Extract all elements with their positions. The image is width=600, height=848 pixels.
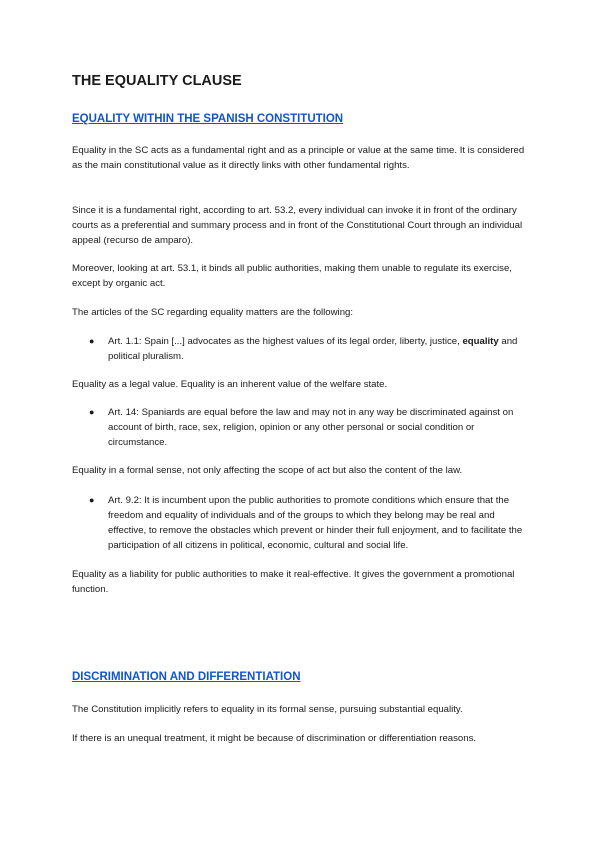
bullet-icon: ● <box>89 495 95 505</box>
paragraph-art-53-2: Since it is a fundamental right, according to art. 53.2, every individual can invoke it in front of the ordinary courts as a preferential and summary process and in front of the Constitutional Court through an individual appeal (recurso de amparo). <box>72 205 523 246</box>
paragraph-intro: Equality in the SC acts as a fundamental right and as a principle or value at the same time. It is considered as the main constitutional value as it directly links with other fundamental rights. <box>72 145 525 171</box>
bullet-icon: ● <box>89 407 95 417</box>
list-item-art-9-2 <box>89 493 530 553</box>
list-item-text: Art. 9.2: It is incumbent upon the public authorities to promote conditions which ensure that the freedom and equality of individuals and of the groups to which they belong may be real and effective, to remove the obstacles which prevent or hinder their full enjoyment, and to facilitate the participation of all citizens in political, economic, cultural and social life. <box>108 495 523 551</box>
paragraph-art-53-1: Moreover, looking at art. 53.1, it binds all public authorities, making them unable to regulate its exercise, except by organic act. <box>72 263 512 289</box>
paragraph-articles-intro: The articles of the SC regarding equality matters are the following: <box>72 307 354 318</box>
bold-term: equality <box>462 336 499 347</box>
bullet-icon: ● <box>89 336 95 346</box>
list-item-text: and political pluralism. <box>108 336 518 362</box>
section-heading-discrimination[interactable]: DISCRIMINATION AND DIFFERENTIATION <box>72 671 301 683</box>
paragraph-liability: Equality as a liability for public authorities to make it real-effective. It gives the government a promotional function. <box>72 569 515 595</box>
paragraph-formal-sense: Equality in a formal sense, not only affecting the scope of act but also the content of the law. <box>72 465 463 476</box>
list-item-art-14 <box>89 405 530 450</box>
paragraph-unequal-treatment: If there is an unequal treatment, it might be because of discrimination or differentiation reasons. <box>72 733 477 744</box>
list-item-text: Art. 14: Spaniards are equal before the law and may not in any way be discriminated against on account of birth, race, sex, religion, opinion or any other personal or social condition or circumstance. <box>108 407 514 448</box>
page-title: THE EQUALITY CLAUSE <box>72 73 242 89</box>
paragraph-legal-value: Equality as a legal value. Equality is an inherent value of the welfare state. <box>72 379 388 390</box>
list-item-art-1-1 <box>89 334 530 364</box>
paragraph-formal-equality: The Constitution implicitly refers to equality in its formal sense, pursuing substantial equality. <box>72 704 463 715</box>
section-heading-equality-constitution[interactable]: EQUALITY WITHIN THE SPANISH CONSTITUTION <box>72 113 344 125</box>
list-item-text: Art. 1.1: Spain [...] advocates as the highest values of its legal order, liberty, justice, <box>108 336 463 347</box>
